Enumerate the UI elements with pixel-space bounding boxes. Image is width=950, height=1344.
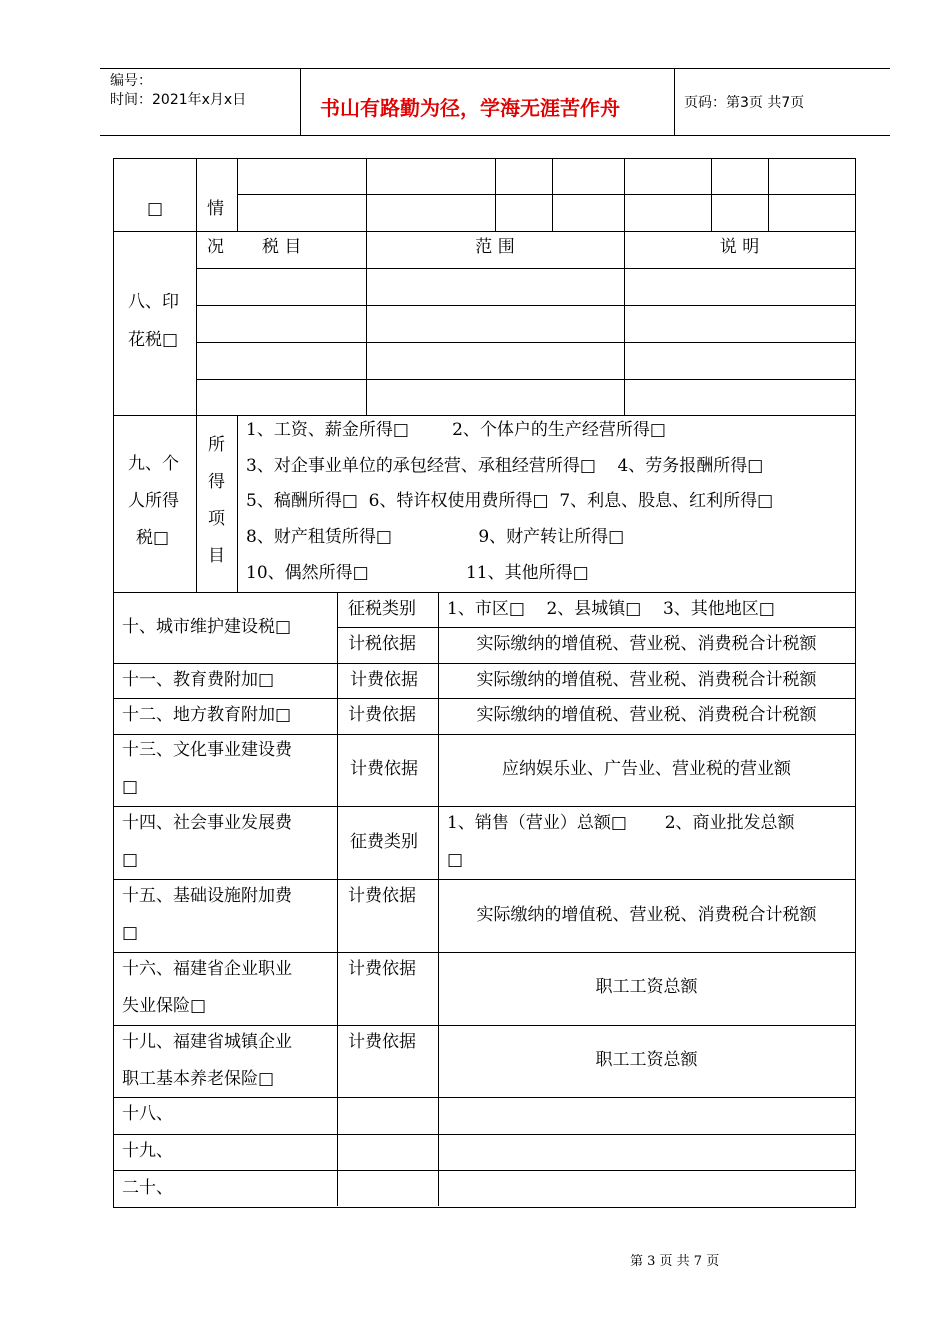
iit-side-3: 项 — [208, 509, 225, 529]
unemp-label-line1: 十六、福建省企业职业 — [122, 959, 292, 979]
pension-k: 计费依据 — [348, 1032, 416, 1052]
iit-item-line3: 5、稿酬所得□ 6、特许权使用费所得□ 7、利息、股息、红利所得□ — [246, 491, 774, 511]
social-label-line2: □ — [122, 850, 139, 870]
row19-label: 十九、 — [122, 1141, 173, 1161]
stamp-label-line1: 八、印 — [128, 292, 179, 312]
social-v-line1: 1、销售（营业）总额□ 2、商业批发总额 — [447, 813, 795, 833]
infra-label-line2: □ — [122, 923, 139, 943]
iit-label-line2: 人所得 — [128, 491, 179, 511]
header-time-label: 时间：2021年x月x日 — [110, 92, 247, 108]
edu-k: 计费依据 — [350, 670, 418, 690]
local-edu-v: 实际缴纳的增值税、营业税、消费税合计税额 — [476, 705, 817, 725]
pension-v: 职工工资总额 — [595, 1050, 698, 1070]
iit-item-line5: 10、偶然所得□ 11、其他所得□ — [246, 563, 589, 583]
urban-v1: 1、市区□ 2、县城镇□ 3、其他地区□ — [447, 599, 775, 619]
row0-checkbox: □ — [147, 199, 164, 219]
row0-qing: 情 — [207, 199, 224, 219]
unemp-v: 职工工资总额 — [595, 977, 698, 997]
iit-item-line4: 8、财产租赁所得□ 9、财产转让所得□ — [246, 527, 625, 547]
row18-label: 十八、 — [122, 1104, 173, 1124]
stamp-label-line2: 花税□ — [128, 330, 179, 350]
header-top-rule — [100, 68, 890, 69]
stamp-header-shuoming: 说 明 — [719, 237, 760, 257]
iit-side-1: 所 — [208, 435, 225, 455]
culture-label-line1: 十三、文化事业建设费 — [122, 740, 292, 760]
urban-label: 十、城市维护建设税□ — [122, 617, 292, 637]
local-edu-k: 计费依据 — [348, 705, 416, 725]
header-divider-right — [674, 68, 675, 136]
urban-v2: 实际缴纳的增值税、营业税、消费税合计税额 — [476, 634, 817, 654]
iit-side-4: 目 — [208, 546, 225, 566]
stamp-header-fanwei: 范 围 — [475, 237, 515, 257]
social-v-line2: □ — [447, 850, 464, 870]
iit-item-line1: 1、工资、薪金所得□ 2、个体户的生产经营所得□ — [246, 420, 666, 440]
iit-item-line2: 3、对企事业单位的承包经营、承租经营所得□ 4、劳务报酬所得□ — [246, 456, 764, 476]
header-page-info: 页码：第3页 共7页 — [684, 95, 805, 111]
stamp-header-shuimu: 税 目 — [262, 237, 302, 257]
row20-label: 二十、 — [122, 1178, 173, 1198]
header-bottom-rule — [100, 135, 890, 136]
header-code-label: 编号： — [110, 73, 152, 89]
iit-label-line1: 九、个 — [128, 454, 179, 474]
social-label-line1: 十四、社会事业发展费 — [122, 813, 292, 833]
header-motto: 书山有路勤为径，学海无涯苦作舟 — [320, 96, 620, 120]
pension-label-line1: 十儿、福建省城镇企业 — [122, 1032, 292, 1052]
culture-k: 计费依据 — [350, 759, 418, 779]
infra-v: 实际缴纳的增值税、营业税、消费税合计税额 — [476, 905, 817, 925]
pension-label-line2: 职工基本养老保险□ — [122, 1069, 275, 1089]
infra-label-line1: 十五、基础设施附加费 — [122, 886, 292, 906]
edu-v: 实际缴纳的增值税、营业税、消费税合计税额 — [476, 670, 817, 690]
unemp-label-line2: 失业保险□ — [122, 996, 207, 1016]
culture-label-line2: □ — [122, 777, 139, 797]
social-k: 征费类别 — [350, 832, 418, 852]
edu-label: 十一、教育费附加□ — [122, 670, 275, 690]
infra-k: 计费依据 — [348, 886, 416, 906]
unemp-k: 计费依据 — [348, 959, 416, 979]
urban-k2: 计税依据 — [348, 634, 416, 654]
stamp-header-kuang: 况 — [207, 237, 224, 257]
iit-side-2: 得 — [208, 472, 225, 492]
local-edu-label: 十二、地方教育附加□ — [122, 705, 292, 725]
page-footer: 第 3 页 共 7 页 — [630, 1254, 720, 1269]
iit-label-line3: 税□ — [136, 528, 170, 548]
header-divider-left — [300, 68, 301, 136]
culture-v: 应纳娱乐业、广告业、营业税的营业额 — [502, 759, 791, 779]
urban-k1: 征税类别 — [348, 599, 416, 619]
